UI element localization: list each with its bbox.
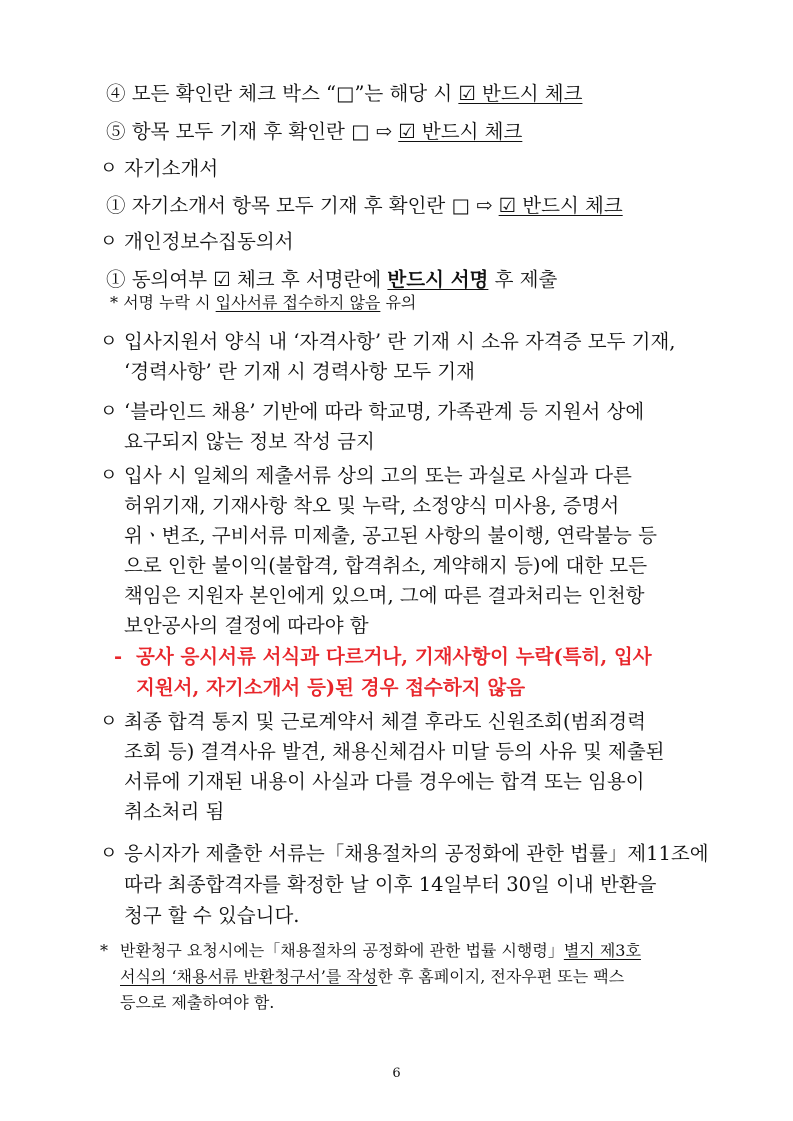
privacy-note [110, 292, 416, 314]
note-text-b: 유의 [380, 293, 417, 312]
item-4-text: 모든 확인란 체크 박스 “□”는 해당 시 [131, 82, 459, 105]
item-4-marker: ④ [106, 82, 126, 105]
page-number: 6 [392, 1066, 401, 1081]
paragraph-line: 조회 등) 결격사유 발견, 채용신체검사 미달 등의 사유 및 제출된 [124, 740, 665, 763]
paragraph-line: 응시자가 제출한 서류는「채용절차의 공정화에 관한 법률」제11조에 [124, 842, 709, 865]
self-intro-heading: 자기소개서 [124, 157, 219, 180]
paragraph-line: 청구 할 수 있습니다. [124, 904, 300, 927]
paragraph-line: 따라 최종합격자를 확정한 날 이후 14일부터 30일 이내 반환을 [124, 873, 657, 896]
item-5 [106, 120, 522, 144]
privacy-text-a: 동의여부 ☑ 체크 후 서명란에 [131, 268, 388, 291]
paragraph-line: 최종 합격 통지 및 근로계약서 체결 후라도 신원조회(범죄경력 [124, 710, 646, 733]
item-5-text: 항목 모두 기재 후 확인란 □ ⇨ [131, 120, 399, 143]
warning-line: 공사 응시서류 서식과 다르거나, 기재사항이 누락(특히, 입사 [136, 645, 652, 668]
footnote-line-2 [120, 966, 624, 988]
paragraph-line: 입사지원서 양식 내 ‘자격사항’ 란 기재 시 소유 자격증 모두 기재, [124, 330, 676, 353]
privacy-heading: 개인정보수집동의서 [124, 230, 294, 253]
self-intro-text: 자기소개서 항목 모두 기재 후 확인란 □ ⇨ [131, 194, 499, 217]
note-text-a: 서명 누락 시 [123, 293, 216, 312]
bullet: ㅇ [100, 711, 118, 732]
paragraph-line: 입사 시 일체의 제출서류 상의 고의 또는 과실로 사실과 다른 [124, 464, 632, 487]
paragraph-line: ‘블라인드 채용’ 기반에 따라 학교명, 가족관계 등 지원서 상에 [124, 400, 645, 423]
self-intro-check: ☑ 반드시 체크 [498, 194, 623, 217]
paragraph-line: 취소처리 됨 [124, 800, 225, 823]
privacy-item-1 [106, 268, 557, 292]
footnote-line-1-b: 별지 제3호 [563, 941, 641, 960]
bullet: ㅇ [100, 231, 118, 252]
item-4-check: ☑ 반드시 체크 [458, 82, 583, 105]
bullet: ㅇ [100, 843, 118, 864]
footnote-line-2-b: 한 후 홈페이지, 전자우편 또는 팩스 [377, 967, 625, 986]
bullet: ㅇ [100, 158, 118, 179]
paragraph-line: ‘경력사항’ 란 기재 시 경력사항 모두 기재 [124, 360, 475, 383]
warning-line: 지원서, 자기소개서 등)된 경우 접수하지 않음 [136, 676, 526, 699]
item-5-marker: ⑤ [106, 120, 126, 143]
paragraph-line: 보안공사의 결정에 따라야 함 [124, 614, 369, 637]
paragraph-line: 으로 인한 불이익(불합격, 합격취소, 계약해지 등)에 대한 모든 [124, 554, 648, 577]
bullet: ㅇ [100, 465, 118, 486]
privacy-marker: ① [106, 268, 126, 291]
paragraph-line: 위ㆍ변조, 구비서류 미제출, 공고된 사항의 불이행, 연락불능 등 [124, 524, 657, 547]
item-4 [106, 82, 582, 106]
footnote-star: * [100, 941, 108, 960]
paragraph-line: 요구되지 않는 정보 작성 금지 [124, 430, 375, 453]
item-5-check: ☑ 반드시 체크 [398, 120, 523, 143]
privacy-text-b: 후 제출 [488, 268, 558, 291]
paragraph-line: 서류에 기재된 내용이 사실과 다를 경우에는 합격 또는 임용이 [124, 770, 645, 793]
self-intro-marker: ① [106, 194, 126, 217]
bullet: ㅇ [100, 401, 118, 422]
footnote-line-1-a: 반환청구 요청시에는「채용절차의 공정화에 관한 법률 시행령」 [120, 941, 564, 960]
paragraph-line: 책임은 지원자 본인에게 있으며, 그에 따른 결과처리는 인천항 [124, 584, 645, 607]
footnote-line-3: 등으로 제출하여야 함. [120, 993, 275, 1012]
footnote-line-1 [120, 940, 641, 962]
bullet: ㅇ [100, 331, 118, 352]
warning-dash: - [114, 645, 123, 668]
note-emphasis: 입사서류 접수하지 않음 [215, 293, 381, 312]
note-star: * [110, 293, 118, 312]
footnote-line-2-a: 서식의 ‘채용서류 반환청구서’를 작성 [120, 967, 378, 986]
privacy-emphasis: 반드시 서명 [387, 268, 489, 291]
paragraph-line: 허위기재, 기재사항 착오 및 누락, 소정양식 미사용, 증명서 [124, 494, 620, 517]
self-intro-item-1 [106, 194, 623, 218]
